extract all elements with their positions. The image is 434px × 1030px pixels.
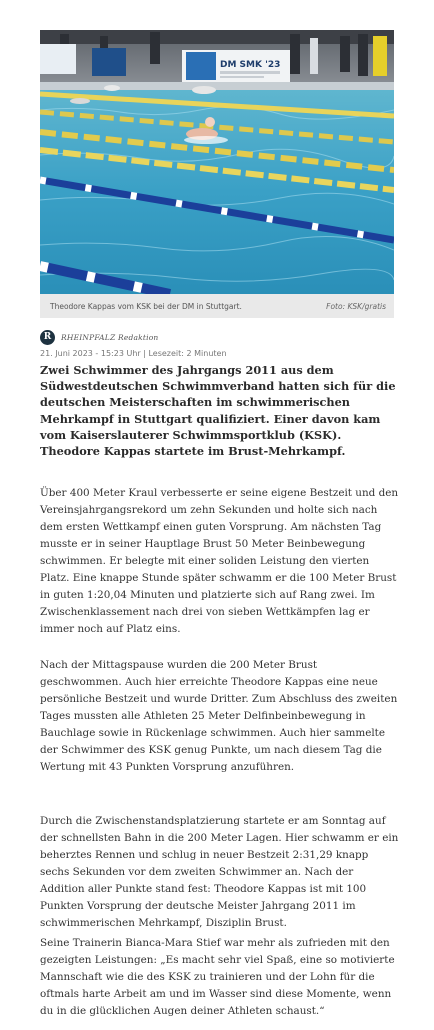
swimming-pool-image bbox=[40, 30, 394, 294]
author-name[interactable]: RHEINPFALZ Redaktion bbox=[61, 332, 159, 342]
author-row[interactable] bbox=[40, 329, 158, 345]
body-paragraph: Nach der Mittagspause wurden die 200 Meter Brust geschwommen. Auch hier erreichte Theodore Kappas eine neue persönliche Bestzeit und wurde Dritter. Zum Abschluss des zweiten Tages mussten alle Athleten 25 Meter Delfinbeinbewegung in Bauchlage sowie in Rückenlage schwimmen. Auch hier sammelte der Schwimmer des KSK genug Punkte, um nach diesem Tag die Wertung mit 43 Punkten Vorsprung anzuführen. bbox=[40, 659, 398, 773]
body-paragraph: Seine Trainerin Bianca-Mara Stief war mehr als zufrieden mit den gezeigten Leistungen: „Es macht sehr viel Spaß, eine so motivierte Mannschaft wie die des KSK zu trainieren und der Lohn für die oftmals harte Arbeit am und im Wasser sind diese Momente, wenn du in die glücklichen Augen deiner Athleten schaust.“ bbox=[40, 937, 395, 1017]
photo-caption bbox=[40, 294, 394, 318]
banner-text: DM SMK '23 bbox=[220, 60, 281, 70]
body-paragraph: Über 400 Meter Kraul verbesserte er seine eigene Bestzeit und den Vereinsjahrgangsrekord um zehn Sekunden und holte sich nach dem ersten Wettkampf einen guten Vorsprung. Am nächsten Tag musste er in seiner Hauptlage Brust 50 Meter Beinbewegung schwimmen. Er belegte mit einer soliden Leistung den vierten Platz. Eine knappe Stunde später schwamm er die 100 Meter Brust in guten 1:20,04 Minuten und platzierte sich auf Rang zwei. Im Zwischenklassement nach drei von sieben Wettkämpfen lag er immer noch auf Platz eins. bbox=[40, 487, 399, 635]
article-photo[interactable] bbox=[40, 30, 394, 294]
article-lead: Zwei Schwimmer des Jahrgangs 2011 aus dem Südwestdeutschen Schwimmverband hatten sich für die deutschen Meisterschaften im schwimmerischen Mehrkampf in Stuttgart qualifiziert. Einer davon kam vom Kaiserslauterer Schwimmsportklub (KSK). Theodore Kappas startete im Brust-Mehrkampf. bbox=[40, 363, 396, 459]
publisher-logo-icon: R bbox=[40, 330, 55, 345]
caption-text: Theodore Kappas vom KSK bei der DM in Stuttgart. bbox=[50, 302, 242, 311]
article-meta: 21. Juni 2023 - 15:23 Uhr | Lesezeit: 2 Minuten bbox=[40, 349, 227, 358]
photo-credit: Foto: KSK/gratis bbox=[326, 302, 386, 311]
body-paragraph: Durch die Zwischenstandsplatzierung startete er am Sonntag auf der schnellsten Bahn in die 200 Meter Lagen. Hier schwamm er ein beherztes Rennen und schlug in neuer Bestzeit 2:31,29 knapp sechs Sekunden vor dem zweiten Schwimmer an. Nach der Addition aller Punkte stand fest: Theodore Kappas ist mit 100 Punkten Vorsprung der deutsche Meister Jahrgang 2011 im schwimmerischen Mehrkampf, Disziplin Brust. bbox=[40, 815, 399, 929]
